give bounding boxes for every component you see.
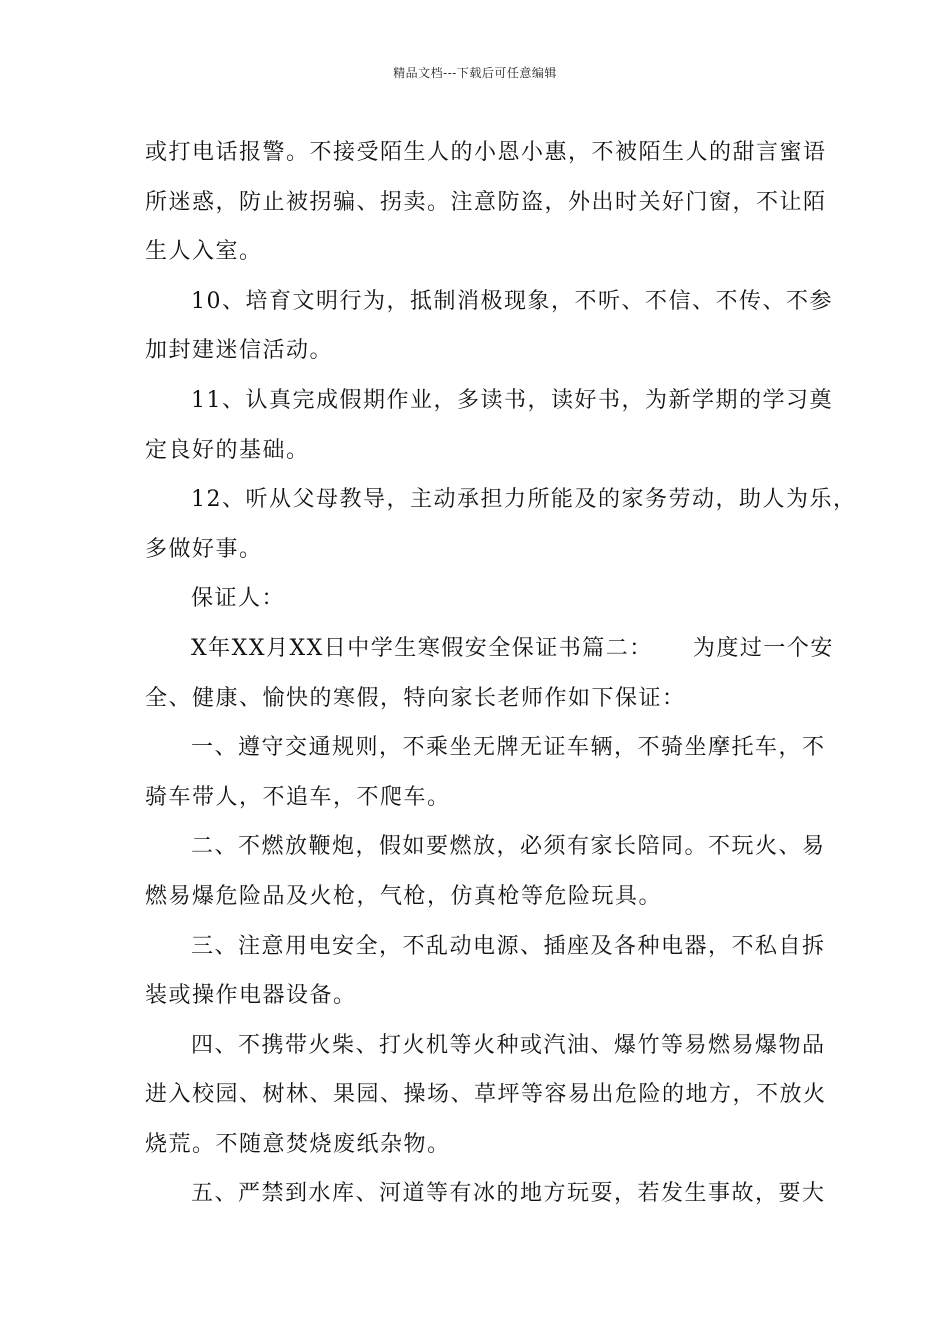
paragraph-start-line: 11、认真完成假期作业，多读书，读好书，为新学期的学习奠	[191, 387, 833, 413]
section-title: X年XX月XX日中学生寒假安全保证书篇二：	[191, 635, 653, 661]
document-body	[145, 128, 857, 1219]
text-line: 或打电话报警。不接受陌生人的小恩小惠，不被陌生人的甜言蜜语	[145, 140, 827, 165]
paragraph-start-line: 三、注意用电安全，不乱动电源、插座及各种电器，不私自拆	[191, 933, 826, 959]
text-line: 装或操作电器设备。	[145, 983, 357, 1009]
text-line: 多做好事。	[145, 536, 263, 562]
section-title-line	[145, 624, 835, 674]
paragraph-start-line: 10、培育文明行为，抵制消极现象，不听、不信、不传、不参	[191, 288, 833, 314]
page-header: 精品文档---下载后可任意编辑	[393, 66, 557, 80]
text-line: 燃易爆危险品及火枪，气枪，仿真枪等危险玩具。	[145, 883, 663, 909]
text-line: 所迷惑，防止被拐骗、拐卖。注意防盗，外出时关好门窗，不让陌	[145, 189, 827, 215]
paragraph-start-line: 12、听从父母教导，主动承担力所能及的家务劳动，助人为乐，	[191, 487, 857, 513]
section-intro: 为度过一个安	[692, 635, 834, 661]
paragraph-start-line: 一、遵守交通规则，不乘坐无牌无证车辆，不骑坐摩托车，不	[191, 735, 826, 761]
text-line: 生人入室。	[145, 239, 263, 265]
text-line: 骑车带人，不追车，不爬车。	[145, 784, 451, 810]
text-line: 全、健康、愉快的寒假，特向家长老师作如下保证：	[145, 685, 686, 711]
paragraph-start-line: 二、不燃放鞭炮，假如要燃放，必须有家长陪同。不玩火、易	[191, 834, 826, 860]
signature-label: 保证人：	[191, 586, 286, 612]
text-line: 进入校园、树林、果园、操场、草坪等容易出危险的地方，不放火	[145, 1082, 827, 1108]
paragraph-start-line: 四、不携带火柴、打火机等火种或汽油、爆竹等易燃易爆物品	[191, 1032, 826, 1058]
paragraph-start-line: 五、严禁到水库、河道等有冰的地方玩耍，若发生事故，要大	[191, 1181, 826, 1207]
text-line: 加封建迷信活动。	[145, 338, 334, 364]
text-line: 烧荒。不随意焚烧废纸杂物。	[145, 1131, 451, 1157]
text-line: 定良好的基础。	[145, 437, 310, 463]
